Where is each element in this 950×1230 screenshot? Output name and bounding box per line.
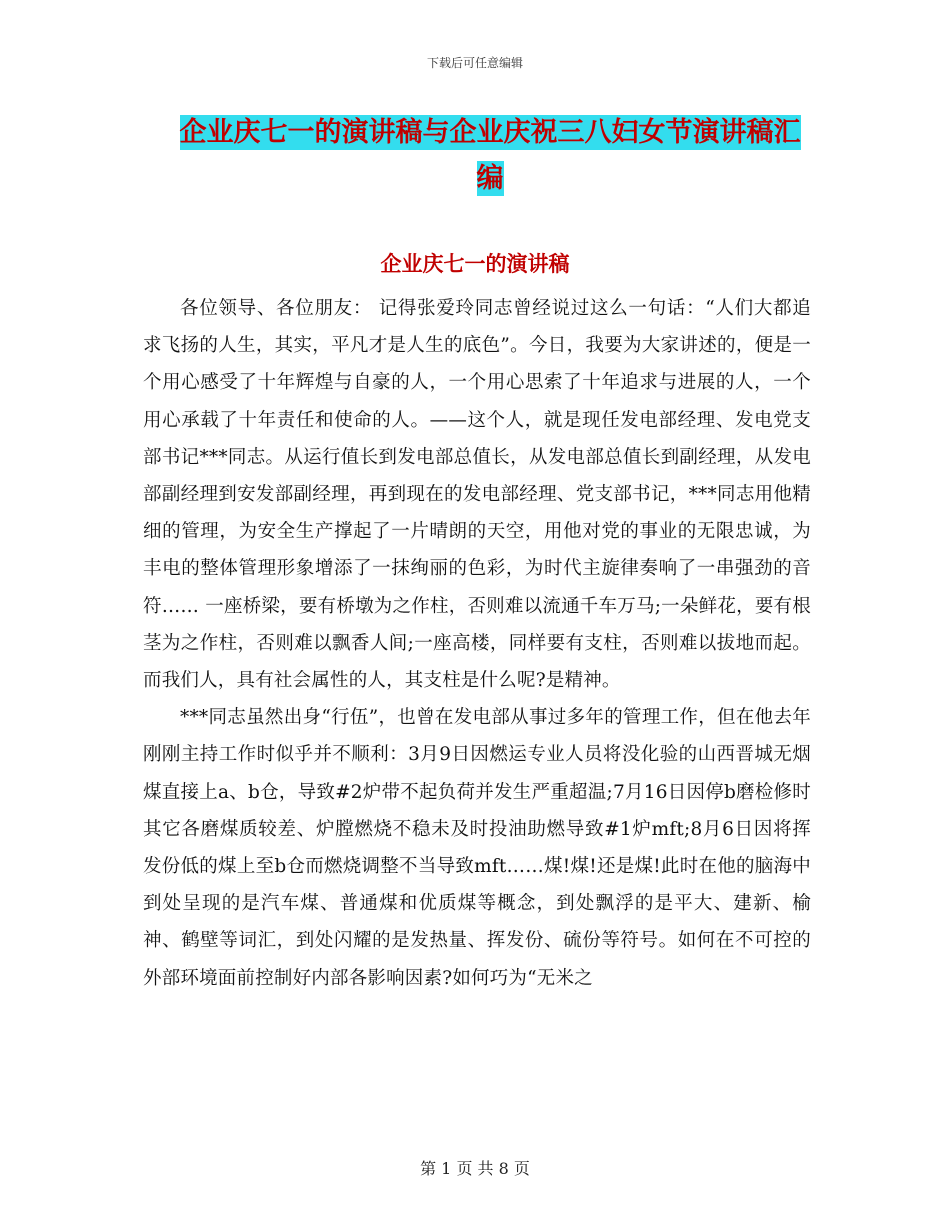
- page-number: 第 1 页 共 8 页: [420, 1159, 530, 1178]
- document-title: [140, 110, 840, 202]
- body-paragraph: ***同志虽然出身“行伍”，也曾在发电部从事过多年的管理工作，但在他去年刚刚主持工作时似乎并不顺利：3月9日因燃运专业人员将没化验的山西晋城无烟煤直接上a、b仓，导致#2炉带不起负荷并发生严重超温;7月16日因停b磨检修时其它各磨煤质较差、炉膛燃烧不稳未及时投油助燃导致#1炉mft;8月6日因将挥发份低的煤上至b仓而燃烧调整不当导致mft……煤!煤!还是煤!此时在他的脑海中到处呈现的是汽车煤、普通煤和优质煤等概念，到处飘浮的是平大、建新、榆神、鹤壁等词汇，到处闪耀的是发热量、挥发份、硫份等符号。如何在不可控的外部环境面前控制好内部各影响因素?如何巧为“无米之: [143, 707, 811, 989]
- body-paragraph: 各位领导、各位朋友： 记得张爱玲同志曾经说过这么一句话：“人们大都追求飞扬的人生，其实，平凡才是人生的底色”。今日，我要为大家讲述的，便是一个用心感受了十年辉煌与自豪的人，一个用心思索了十年追求与进展的人，一个用心承载了十年责任和使命的人。——这个人，就是现任发电部经理、发电党支部书记***同志。从运行值长到发电部总值长，从发电部总值长到副经理，从发电部副经理到安发部副经理，再到现在的发电部经理、党支部书记，***同志用他精细的管理，为安全生产撑起了一片晴朗的天空，用他对党的事业的无限忠诚，为丰电的整体管理形象增添了一抹绚丽的色彩，为时代主旋律奏响了一串强劲的音符…… 一座桥梁，要有桥墩为之作柱，否则难以流通千车万马;一朵鲜花，要有根茎为之作柱，否则难以飘香人间;一座高楼，同样要有支柱，否则难以拔地而起。而我们人，具有社会属性的人，其支柱是什么呢?是精神。: [143, 298, 811, 692]
- section-title: 企业庆七一的演讲稿: [380, 251, 570, 276]
- page-header-note: 下载后可任意编辑: [426, 56, 523, 70]
- document-body: [143, 290, 811, 997]
- document-title-line2: 编: [476, 163, 504, 194]
- document-title-line1: 企业庆七一的演讲稿与企业庆祝三八妇女节演讲稿汇: [179, 117, 801, 148]
